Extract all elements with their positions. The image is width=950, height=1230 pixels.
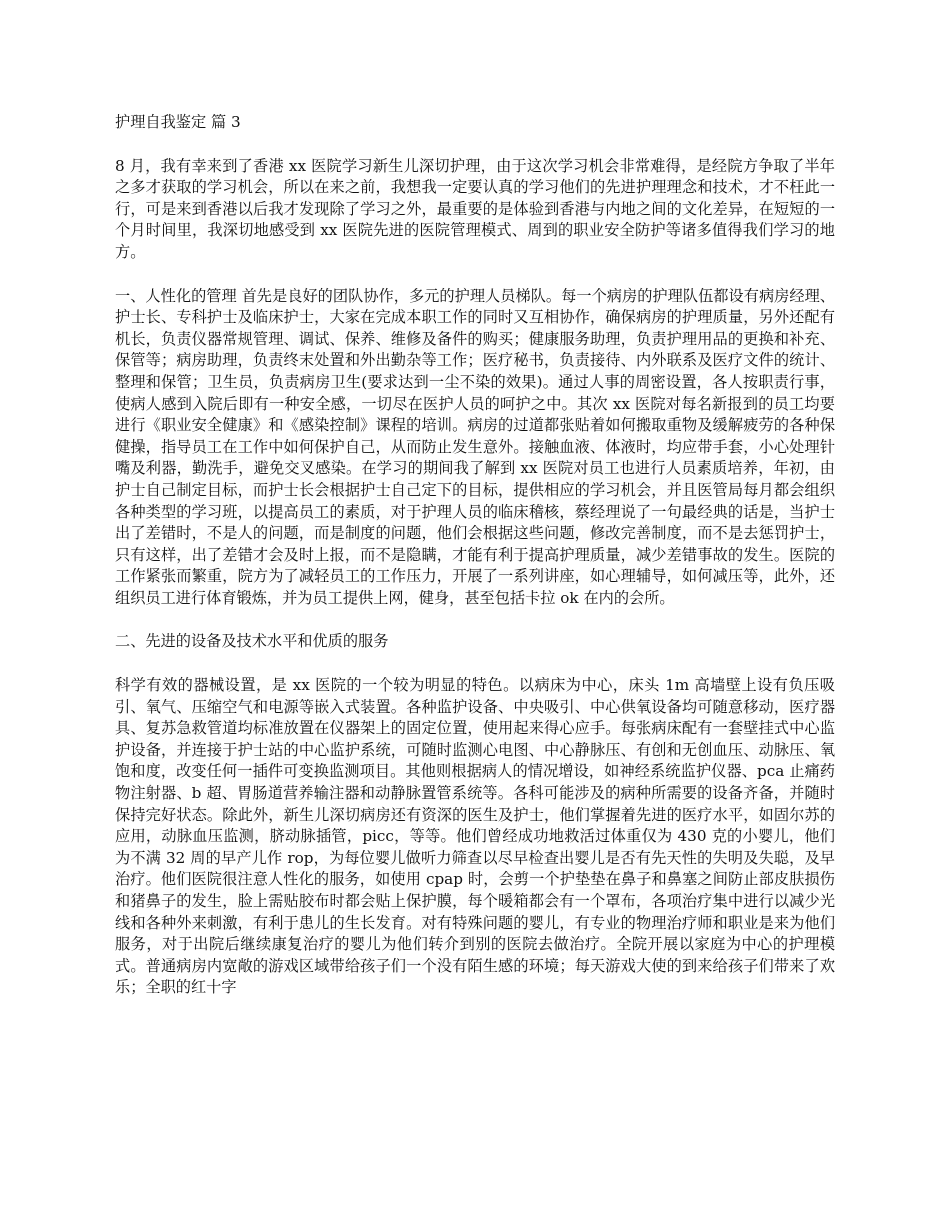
document-title: 护理自我鉴定 篇 3: [115, 113, 241, 131]
section1-paragraph: 一、人性化的管理 首先是良好的团队协作，多元的护理人员梯队。每一个病房的护理队伍都设有病房经理、护士长、专科护士及临床护士，大家在完成本职工作的同时又互相协作，确保病房的护理质量，另外还配有机长，负责仪器常规管理、调试、保养、维修及备件的购买；健康服务助理，负责护理用品的更换和补充、保管等；病房助理，负责终末处置和外出勤杂等工作；医疗秘书，负责接待、内外联系及医疗文件的统计、整理和保管；卫生员，负责病房卫生(要求达到一尘不染的效果)。通过人事的周密设置，各人按职责行事，使病人感到入院后即有一种安全感，一切尽在医护人员的呵护之中。其次 xx 医院对每名新报到的员工均要进行《职业安全健康》和《感染控制》课程的培训。病房的过道都张贴着如何搬取重物及缓解疲劳的各种保健操，指导员工在工作中如何保护自己，从而防止发生意外。接触血液、体液时，均应带手套，小心处理针嘴及利器，勤洗手，避免交叉感染。在学习的期间我了解到 xx 医院对员工也进行人员素质培养，年初，由护士自己制定目标，而护士长会根据护士自己定下的目标，提供相应的学习机会，并且医管局每月都会组织各种类型的学习班，以提高员工的素质，对于护理人员的临床稽核，蔡经理说了一句最经典的话是，当护士出了差错时，不是人的问题，而是制度的问题，他们会根据这些问题，修改完善制度，而不是去惩罚护士，只有这样，出了差错才会及时上报，而不是隐瞒，才能有利于提高护理质量，减少差错事故的发生。医院的工作紧张而繁重，院方为了减轻员工的工作压力，开展了一系列讲座，如心理辅导，如何减压等，此外，还组织员工进行体育锻炼，并为员工提供上网，健身，甚至包括卡拉 ok 在内的会所。: [115, 286, 835, 607]
section2-heading: 二、先进的设备及技术水平和优质的服务: [115, 632, 389, 651]
document-page: [115, 112, 835, 1021]
intro-paragraph: 8 月，我有幸来到了香港 xx 医院学习新生儿深切护理，由于这次学习机会非常难得，是经院方争取了半年之多才获取的学习机会，所以在来之前，我想我一定要认真的学习他们的先进护理理念和技术，才不枉此一行，可是来到香港以后我才发现除了学习之外，最重要的是体验到香港与内地之间的文化差异，在短短的一个月时间里，我深切地感受到 xx 医院先进的医院管理模式、周到的职业安全防护等诸多值得我们学习的地方。: [115, 156, 835, 261]
section2-paragraph: 科学有效的器械设置，是 xx 医院的一个较为明显的特色。以病床为中心，床头 1m 高墙壁上设有负压吸引、氧气、压缩空气和电源等嵌入式装置。各种监护设备、中央吸引、中心供氧设备均可随意移动，医疗器具、复苏急救管道均标准放置在仪器架上的固定位置，使用起来得心应手。每张病床配有一套壁挂式中心监护设备，并连接于护士站的中心监护系统，可随时监测心电图、中心静脉压、有创和无创血压、动脉压、氧饱和度，改变任何一插件可变换监测项目。其他则根据病人的情况增设，如神经系统监护仪器、pca 止痛药物注射器、b 超、胃肠道营养输注器和动静脉置管系统等。各科可能涉及的病种所需要的设备齐备，并随时保持完好状态。除此外，新生儿深切病房还有资深的医生及护士，他们掌握着先进的医疗水平，如固尔苏的应用，动脉血压监测，脐动脉插管，picc，等等。他们曾经成功地救活过体重仅为 430 克的小婴儿，他们为不满 32 周的早产儿作 rop，为每位婴儿做听力筛查以尽早检查出婴儿是否有先天性的失明及失聪，及早治疗。他们医院很注意人性化的服务，如使用 cpap 时，会剪一个护垫垫在鼻子和鼻塞之间防止部皮肤损伤和猪鼻子的发生，脸上需贴胶布时都会贴上保护膜，每个暖箱都会有一个罩布，各项治疗集中进行以减少光线和各种外来刺激，有利于患儿的生长发育。对有特殊问题的婴儿，有专业的物理治疗师和职业是来为他们服务，对于出院后继续康复治疗的婴儿为他们转介到别的医院去做治疗。全院开展以家庭为中心的护理模式。普通病房内宽敞的游戏区域带给孩子们一个没有陌生感的环境；每天游戏大使的到来给孩子们带来了欢乐；全职的红十字: [115, 676, 835, 997]
